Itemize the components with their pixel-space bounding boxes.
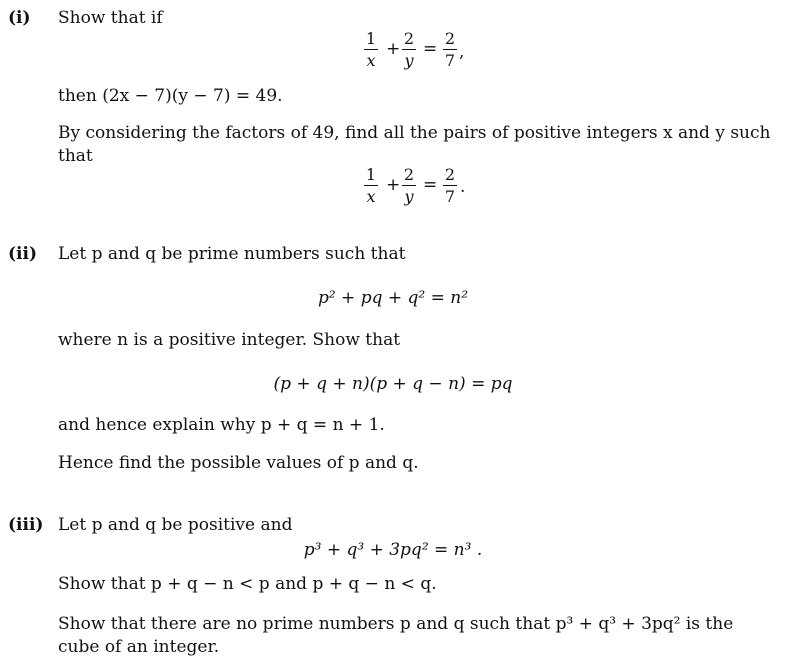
fraction-bar — [443, 49, 457, 50]
fraction-numerator: 1 — [365, 165, 377, 184]
period: . — [460, 177, 466, 197]
equals-sign: = — [423, 39, 438, 59]
fraction-2-over-7 — [443, 30, 457, 70]
part-iii-intro: Let p and q be positive and — [58, 515, 293, 535]
part-ii-equation-1: p² + pq + q² = n² — [317, 288, 469, 308]
part-ii-label: (ii) — [8, 244, 38, 264]
fraction-denominator: x — [366, 51, 376, 70]
part-i-intro: Show that if — [58, 8, 163, 28]
part-i-then-text: then (2x − 7)(y − 7) = 49. — [58, 86, 283, 106]
fraction-bar — [402, 49, 416, 50]
part-iii-label: (iii) — [8, 515, 44, 535]
fraction-denominator: x — [366, 187, 376, 206]
plus-sign: + — [386, 175, 401, 195]
part-ii-where-text: where n is a positive integer. Show that — [58, 330, 401, 350]
fraction-2-over-y — [402, 166, 416, 206]
plus-sign: + — [386, 39, 401, 59]
fraction-bar — [402, 185, 416, 186]
fraction-bar — [364, 185, 378, 186]
comma: , — [459, 42, 465, 62]
part-iii-show-text-2: Show that there are no prime numbers p and q such that p³ + q³ + 3pq² is the cube of an integer. — [58, 614, 734, 657]
equals-sign: = — [423, 175, 438, 195]
part-ii-find-text: Hence find the possible values of p and q. — [58, 453, 419, 473]
fraction-numerator: 2 — [403, 165, 415, 184]
part-ii-intro: Let p and q be prime numbers such that — [58, 244, 406, 264]
fraction-bar — [364, 49, 378, 50]
part-iii-show-text-1: Show that p + q − n < p and p + q − n < q. — [58, 574, 437, 594]
fraction-numerator: 2 — [403, 29, 415, 48]
fraction-2-over-7 — [443, 166, 457, 206]
fraction-denominator: 7 — [444, 51, 456, 70]
fraction-denominator: 7 — [444, 187, 456, 206]
fraction-numerator: 1 — [365, 29, 377, 48]
fraction-denominator: y — [404, 51, 414, 70]
part-i-label: (i) — [8, 8, 31, 28]
part-i-considering-text: By considering the factors of 49, find all the pairs of positive integers x and y such that — [58, 123, 771, 166]
fraction-1-over-x — [364, 30, 378, 70]
fraction-denominator: y — [404, 187, 414, 206]
fraction-bar — [443, 185, 457, 186]
fraction-1-over-x — [364, 166, 378, 206]
fraction-numerator: 2 — [444, 29, 456, 48]
part-ii-hence-text: and hence explain why p + q = n + 1. — [58, 415, 385, 435]
part-iii-equation-1: p³ + q³ + 3pq² = n³ . — [303, 540, 483, 560]
fraction-numerator: 2 — [444, 165, 456, 184]
fraction-2-over-y — [402, 30, 416, 70]
part-ii-equation-2: (p + q + n)(p + q − n) = pq — [273, 374, 513, 394]
